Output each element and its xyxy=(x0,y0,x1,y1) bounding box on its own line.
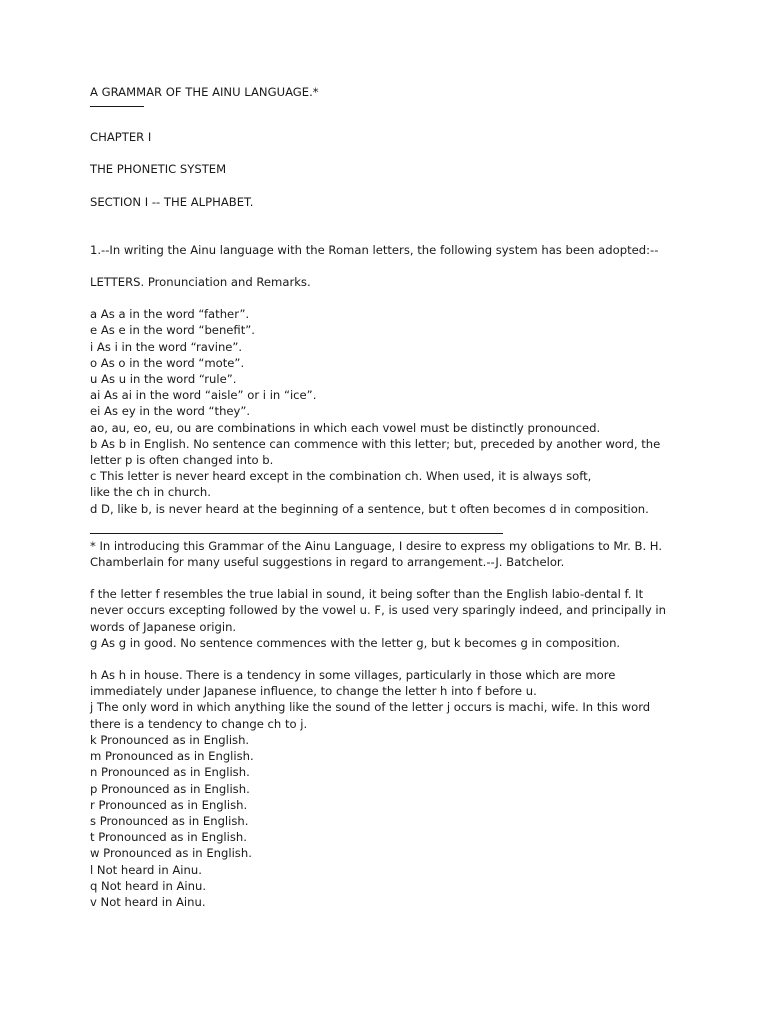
letter-entry-line: like the ch in church. xyxy=(90,485,211,500)
letters-list-part1 xyxy=(90,306,690,517)
spacer xyxy=(90,258,690,274)
letter-entry-line: w Pronounced as in English. xyxy=(90,846,252,861)
letter-entry-line: k Pronounced as in English. xyxy=(90,732,250,747)
spacer xyxy=(90,178,690,194)
spacer xyxy=(90,107,690,129)
letter-entry-line: v Not heard in Ainu. xyxy=(90,894,206,909)
intro-paragraph: 1.--In writing the Ainu language with the Roman letters, the following system has been adopted:-- xyxy=(90,242,659,257)
document-page xyxy=(90,84,690,910)
footnote-line: * In introducing this Grammar of the Ainu Language, I desire to express my obligations to Mr. B. H. xyxy=(90,538,663,553)
footnote-rule xyxy=(90,533,503,534)
letter-entry-line: there is a tendency to change ch to j. xyxy=(90,716,308,731)
document-title: A GRAMMAR OF THE AINU LANGUAGE.* xyxy=(90,85,319,99)
letter-entry-line: l Not heard in Ainu. xyxy=(90,862,202,877)
letter-entry-line: immediately under Japanese influence, to change the letter h into f before u. xyxy=(90,684,537,699)
letter-entry-line: d D, like b, is never heard at the beginning of a sentence, but t often becomes d in composition. xyxy=(90,501,649,516)
letter-entry-line: o As o in the word “mote”. xyxy=(90,355,245,370)
letter-entry-line: i As i in the word “ravine”. xyxy=(90,339,243,354)
letter-entry-line: p Pronounced as in English. xyxy=(90,781,250,796)
letters-header: LETTERS. Pronunciation and Remarks. xyxy=(90,275,311,290)
letters-list-part3 xyxy=(90,667,690,910)
letter-entry-line: never occurs excepting followed by the vowel u. F, is used very sparingly indeed, and principally in xyxy=(90,603,666,618)
letter-entry-line: m Pronounced as in English. xyxy=(90,749,254,764)
letter-entry-line: r Pronounced as in English. xyxy=(90,797,248,812)
spacer xyxy=(90,145,690,161)
letter-entry-line: e As e in the word “benefit”. xyxy=(90,323,255,338)
letter-entry-line: q Not heard in Ainu. xyxy=(90,878,207,893)
letter-entry-line: a As a in the word “father”. xyxy=(90,307,250,322)
letter-entry-line: s Pronounced as in English. xyxy=(90,813,249,828)
footnote xyxy=(90,538,690,570)
letter-entry-line: ei As ey in the word “they”. xyxy=(90,404,251,419)
letter-entry-line: u As u in the word “rule”. xyxy=(90,372,237,387)
section-heading: SECTION I -- THE ALPHABET. xyxy=(90,194,254,209)
chapter-heading: CHAPTER I xyxy=(90,130,152,145)
letters-list-part2 xyxy=(90,586,690,651)
letter-entry-line: j The only word in which anything like the sound of the letter j occurs is machi, wife. In this word xyxy=(90,700,651,715)
letter-entry-line: letter p is often changed into b. xyxy=(90,453,274,468)
letter-entry-line: g As g in good. No sentence commences with the letter g, but k becomes g in composition. xyxy=(90,635,621,650)
letter-entry-line: b As b in English. No sentence can commence with this letter; but, preceded by another word, the xyxy=(90,436,661,451)
letter-entry-line: t Pronounced as in English. xyxy=(90,830,247,845)
chapter-subtitle: THE PHONETIC SYSTEM xyxy=(90,162,227,177)
footnote-line: Chamberlain for many useful suggestions in regard to arrangement.--J. Batchelor. xyxy=(90,555,565,570)
letter-entry-line: ai As ai in the word “aisle” or i in “ice”. xyxy=(90,388,317,403)
letter-entry-line: words of Japanese origin. xyxy=(90,619,237,634)
letter-entry-line: h As h in house. There is a tendency in some villages, particularly in those which are more xyxy=(90,668,616,683)
letter-entry-line: c This letter is never heard except in the combination ch. When used, it is always soft, xyxy=(90,469,592,484)
letter-entry-line: n Pronounced as in English. xyxy=(90,765,250,780)
spacer xyxy=(90,651,690,667)
letter-entry-line: f the letter f resembles the true labial in sound, it being softer than the English labio-dental f. It xyxy=(90,587,644,602)
spacer xyxy=(90,570,690,586)
spacer xyxy=(90,210,690,242)
letter-entry-line: ao, au, eo, eu, ou are combinations in which each vowel must be distinctly pronounced. xyxy=(90,420,601,435)
spacer xyxy=(90,290,690,306)
